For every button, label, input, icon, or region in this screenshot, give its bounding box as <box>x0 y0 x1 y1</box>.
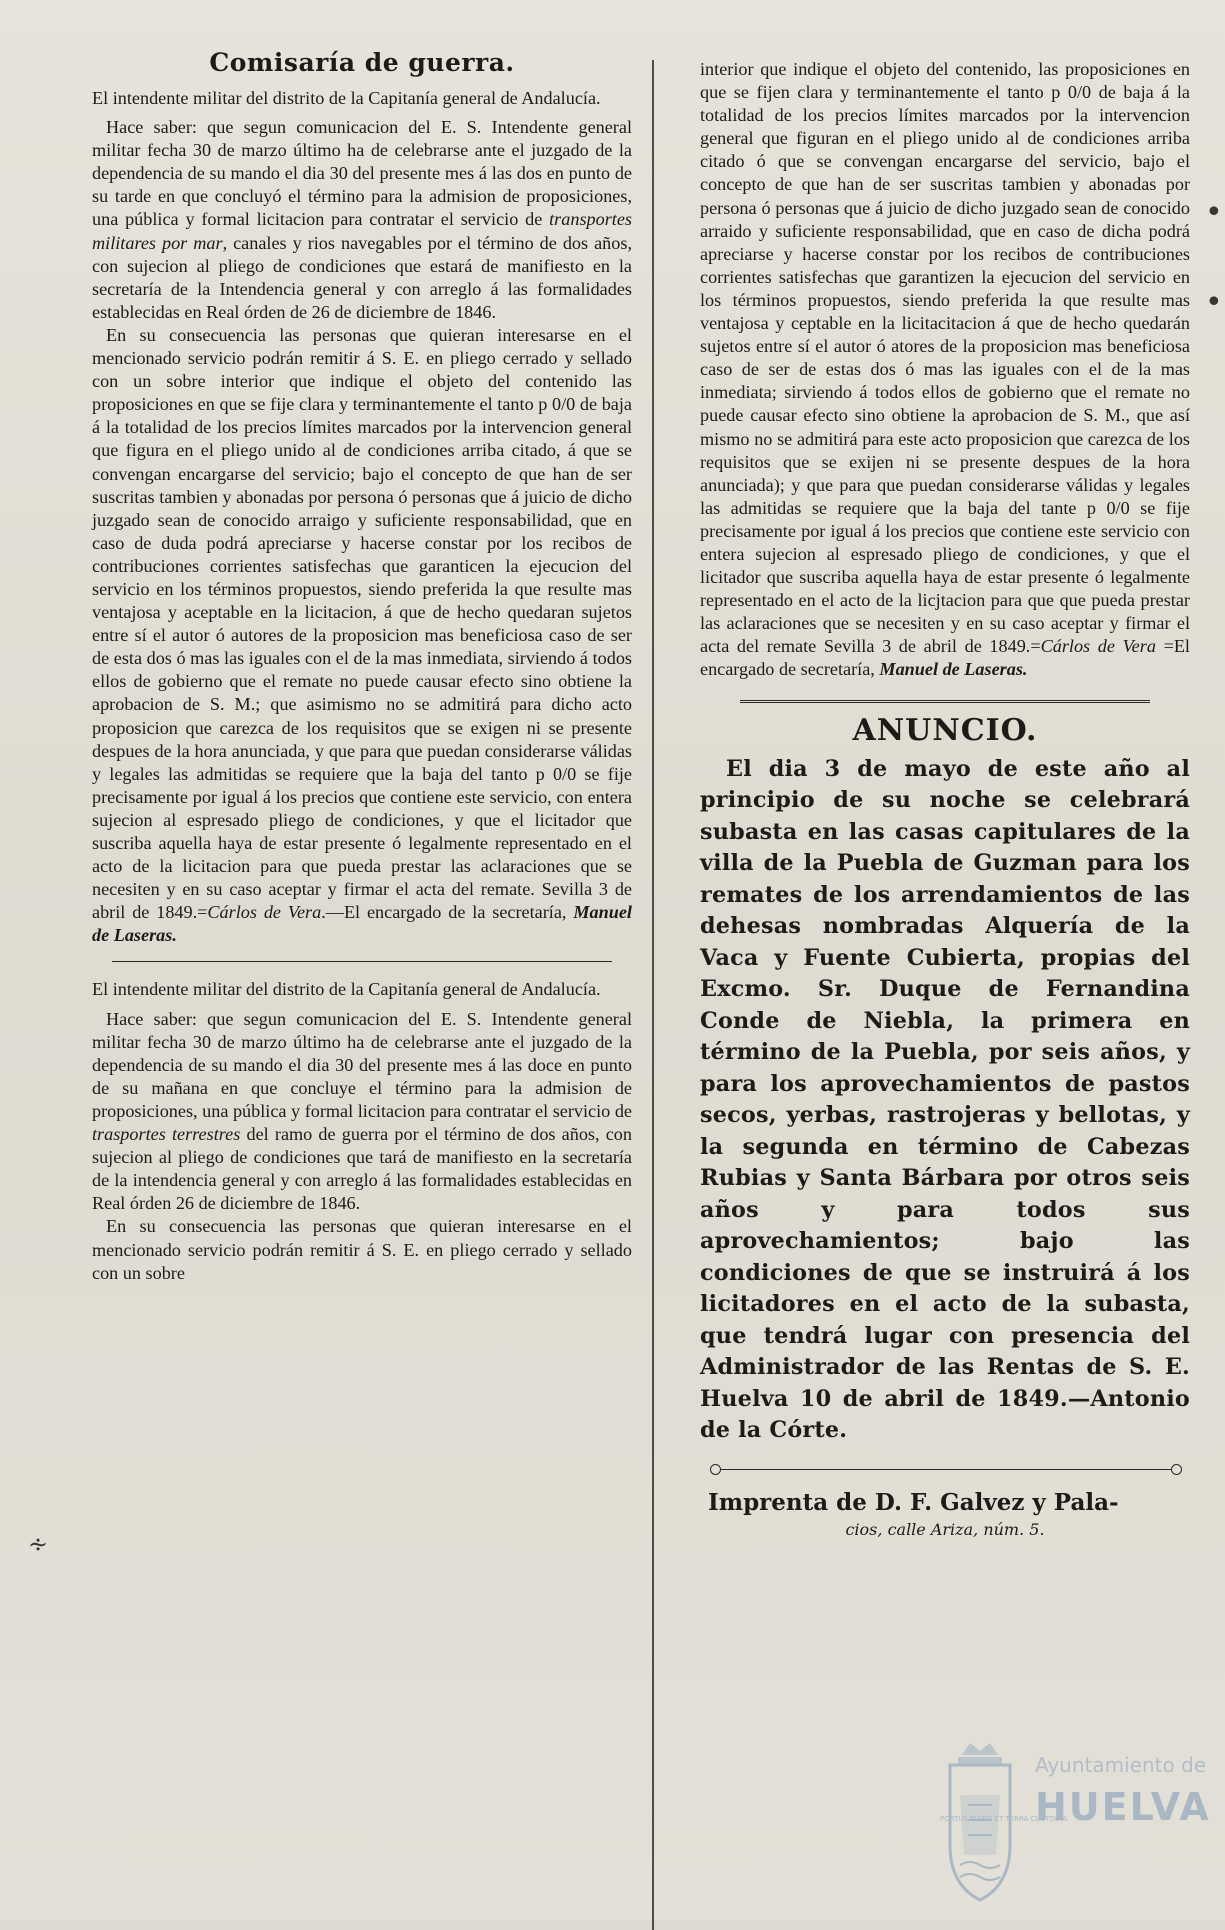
notice-2-service-name: trasportes terrestres <box>92 1124 241 1145</box>
notice-1-signature-2: Manuel de Laseras. <box>92 902 632 946</box>
notice-separator <box>112 961 612 962</box>
continuation-text: interior que indique el objeto del contenido, las proposiciones en que se fijen clara y terminantemente el tanto p 0/0 de baja á la totalidad de los precios límites marcados por la intervencion general que figuran en el pliego unido al de condiciones arriba citado ó que se convengan encargarse del servicio, bajo el concepto de que han de ser suscritas tambien y abonadas por persona ó personas que á juicio de dicho juzgado sean de conocido arraido y suficiente responsabilidad, que en caso de dicha podrá apreciarse y hacerse constar por los recibos de contribuciones corrientes satisfechas que garantizen la ejecucion del servicio en los términos propuestos, siendo preferida la que resulte mas ventajosa y ceptable en la licitacitacion á que de hecho quedarán sujetos entre sí el autor ó atores de la proposicion mas beneficiosa caso de ser de estas dos ó mas las iguales con el de la mas inmediata; sirviendo á todos ellos de gobierno que el remate no puede causar efecto sino obtiene la aprobacion de S. M., que así mismo no se admitirá para este acto proposicion que carezca de los requisitos que se exijen ni se presente despues de la hora anunciada); y que para que puedan considerarse válidas y legales las admitidas se requiere que la baja del tante p 0/0 se fije precisamente por igual á los precios que contiene este servicio con entera sujecion al espresado pliego de condiciones, y que el licitador que suscriba aquella haya de estar presente ó legalmente representado en el acto de la licjtacion para que que pueda prestar las aclaraciones que se necesiten y en su caso aceptar y firmar el acta del remate Sevilla 3 de abril de 1849.= <box>700 59 1190 657</box>
notice-2-intro: El intendente militar del distrito de la Capitanía general de Andalucía. <box>92 979 601 1000</box>
notice-1-service-name: transportes militares por mar <box>92 209 632 253</box>
notice-1-p1-text-a: Hace saber: que segun comunicacion del E. S. Intendente general militar fecha 30 de marzo último ha de celebrarse ante el juzgado de la dependencia de su mando el dia 30 del presente mes á las dos en punto de su tarde en que concluyó el término para la admision de proposiciones, una pública y formal licitacion para contratar el servicio de <box>92 117 632 230</box>
notice-2-header <box>92 978 632 1001</box>
notice-2-continuation <box>700 58 1190 682</box>
printer-credit-line-2: cios, calle Ariza, núm. 5. <box>845 1519 1045 1539</box>
ayuntamiento-watermark <box>930 1735 1211 1905</box>
section-title: Comisaría de guerra. <box>209 48 515 77</box>
notice-1-signature-mid: .—El encargado de la secretaría, <box>321 902 574 923</box>
printer-credit <box>700 1489 1190 1544</box>
anuncio-body: El dia 3 de mayo de este año al principio de su noche se celebrará subasta en las casas capitulares de la villa de la Puebla de Guzman para los remates de los arrendamientos de las dehesas nombradas Alquería de la Vaca y Fuente Cubierta, propias del Excmo. Sr. Duque de Fernandina Conde de Niebla, la primera en término de la Puebla, por seis años, y para los aprovechamientos de pastos secos, yerbas, rastrojeras y bellotas, y la segunda en término de Cabezas Rubias y Santa Bárbara por otros seis años y para todos sus aprovechamientos; bajo las condiciones de que se instruirá á los licitadores en el acto de la subasta, que tendrá lugar con presencia del Administrador de las Rentas de S. E. Huelva 10 de abril de 1849.—Antonio de la Córte. <box>700 755 1190 1444</box>
notice-1-paragraph-2 <box>92 324 632 948</box>
notice-1-signature-1: Cárlos de Vera <box>207 902 322 923</box>
binding-mark: ∻ <box>28 1530 49 1558</box>
anuncio-title: ANUNCIO. <box>852 712 1038 748</box>
imprenta-rule-dot-right <box>1171 1464 1182 1475</box>
anuncio-rule <box>740 700 1150 703</box>
notice-1-header <box>92 87 632 110</box>
imprenta-rule <box>710 1463 1182 1477</box>
notice-1-paragraph-1 <box>92 116 632 324</box>
column-divider <box>652 60 654 1930</box>
watermark-line-1: Ayuntamiento de <box>1035 1753 1207 1777</box>
notice-2-paragraph-2: En su consecuencia las personas que quieran interesarse en el mencionado servicio podrán remitir á S. E. en pliego cerrado y sellado con un sobre <box>92 1216 632 1283</box>
left-column <box>92 48 632 1285</box>
imprenta-rule-line <box>718 1469 1174 1470</box>
imprenta-rule-dot-left <box>710 1464 721 1475</box>
right-column <box>700 58 1190 1544</box>
bleed-through-marks: • • <box>1205 195 1223 320</box>
notice-2-p1-text-a: Hace saber: que segun comunicacion del E. S. Intendente general militar fecha 30 de marzo último ha de celebrarse ante el juzgado de la dependencia de su mando el dia 30 del presente mes á las doce en punto de su mañana en que concluye el término para la admision de proposiciones, una pública y formal licitacion para contratar el servicio de <box>92 1008 632 1121</box>
crest-motto: PORTUS MARIS ET TERRA CUSTODIA <box>940 1815 1068 1823</box>
notice-2-signature-1: Cárlos de Vera <box>1040 636 1156 657</box>
notice-1-intro: El intendente militar del distrito de la Capitanía general de Andalucía. <box>92 88 601 108</box>
watermark-line-2: HUELVA <box>1035 1785 1211 1829</box>
notice-1-p2-text: En su consecuencia las personas que quieran interesarse en el mencionado servicio podrán remitir á S. E. en pliego cerrado y sellado con un sobre interior que indique el objeto del contenido las proposiciones en que se fije clara y terminantemente el tanto p 0/0 de baja á la totalidad de los precios límites marcados por la intervencion general que figura en el pliego unido al de condiciones arriba citado, á que se convengan encargarse del servicio; bajo el concepto de que han de ser suscritas tambien y abonadas por persona ó personas que á juicio de dicho juzgado sean de conocido arraigo y suficiente responsabilidad, que en caso de duda podrá apreciarse y hacerse constar por los recibos de contribuciones corrientes satisfechas que garanticen la ejecucion del servicio en los términos propuestos, siendo preferida la que resulte mas ventajosa y aceptable en la licitacion, á que de hecho quedaran sujetos entre sí el autor ó autores de la proposicion mas beneficiosa caso de ser de esta dos ó mas las iguales con el de la mas inmediata, sirviendo á todos ellos de gobierno que el remate no puede causar efecto sino obtiene la aprobacion de S. M.; que asimismo no se admitirá para dicho acto proposicion que carezca de los requisitos que se exigen ni se presente despues de la hora anunciada, y que para que puedan considerarse válidas y legales las admitidas se requiere que la baja del tanto p 0/0 se fije precisamente por igual á los precios que contiene este servicio, con entera sujecion al espresado pliego de condiciones, y que el licitador que suscriba aquella haya de estar presente ó legalmente representado en el acto de la licitacion para que pueda prestar las aclaraciones que se necesiten y en su caso aceptar y firmar el acta del remate. Sevilla 3 de abril de 1849.= <box>92 324 632 923</box>
printer-credit-line-1: Imprenta de D. F. Galvez y Pala- <box>708 1488 1119 1516</box>
notice-1-p1-text-b: , canales y rios navegables por el término de dos años, con sujecion al pliego de condiciones que estará de manifiesto en la secretaría de la Intendencia general y con arreglo á las formalidades establecidas en Real órden de 26 de diciembre de 1846. <box>92 232 632 322</box>
notice-2-signature-mid: =El encargado de secretaría, <box>700 636 1190 680</box>
notice-2-p1-text-b: del ramo de guerra por el término de dos años, con sujecion al pliego de condiciones que tará de manifiesto en la secretaría de la intendencia general y con arreglo á las formalidades establecidas en Real órden 26 de diciembre de 1846. <box>92 1124 632 1214</box>
notice-2-signature-2: Manuel de Laseras. <box>879 659 1028 680</box>
notice-2-paragraph-1 <box>92 1008 632 1216</box>
